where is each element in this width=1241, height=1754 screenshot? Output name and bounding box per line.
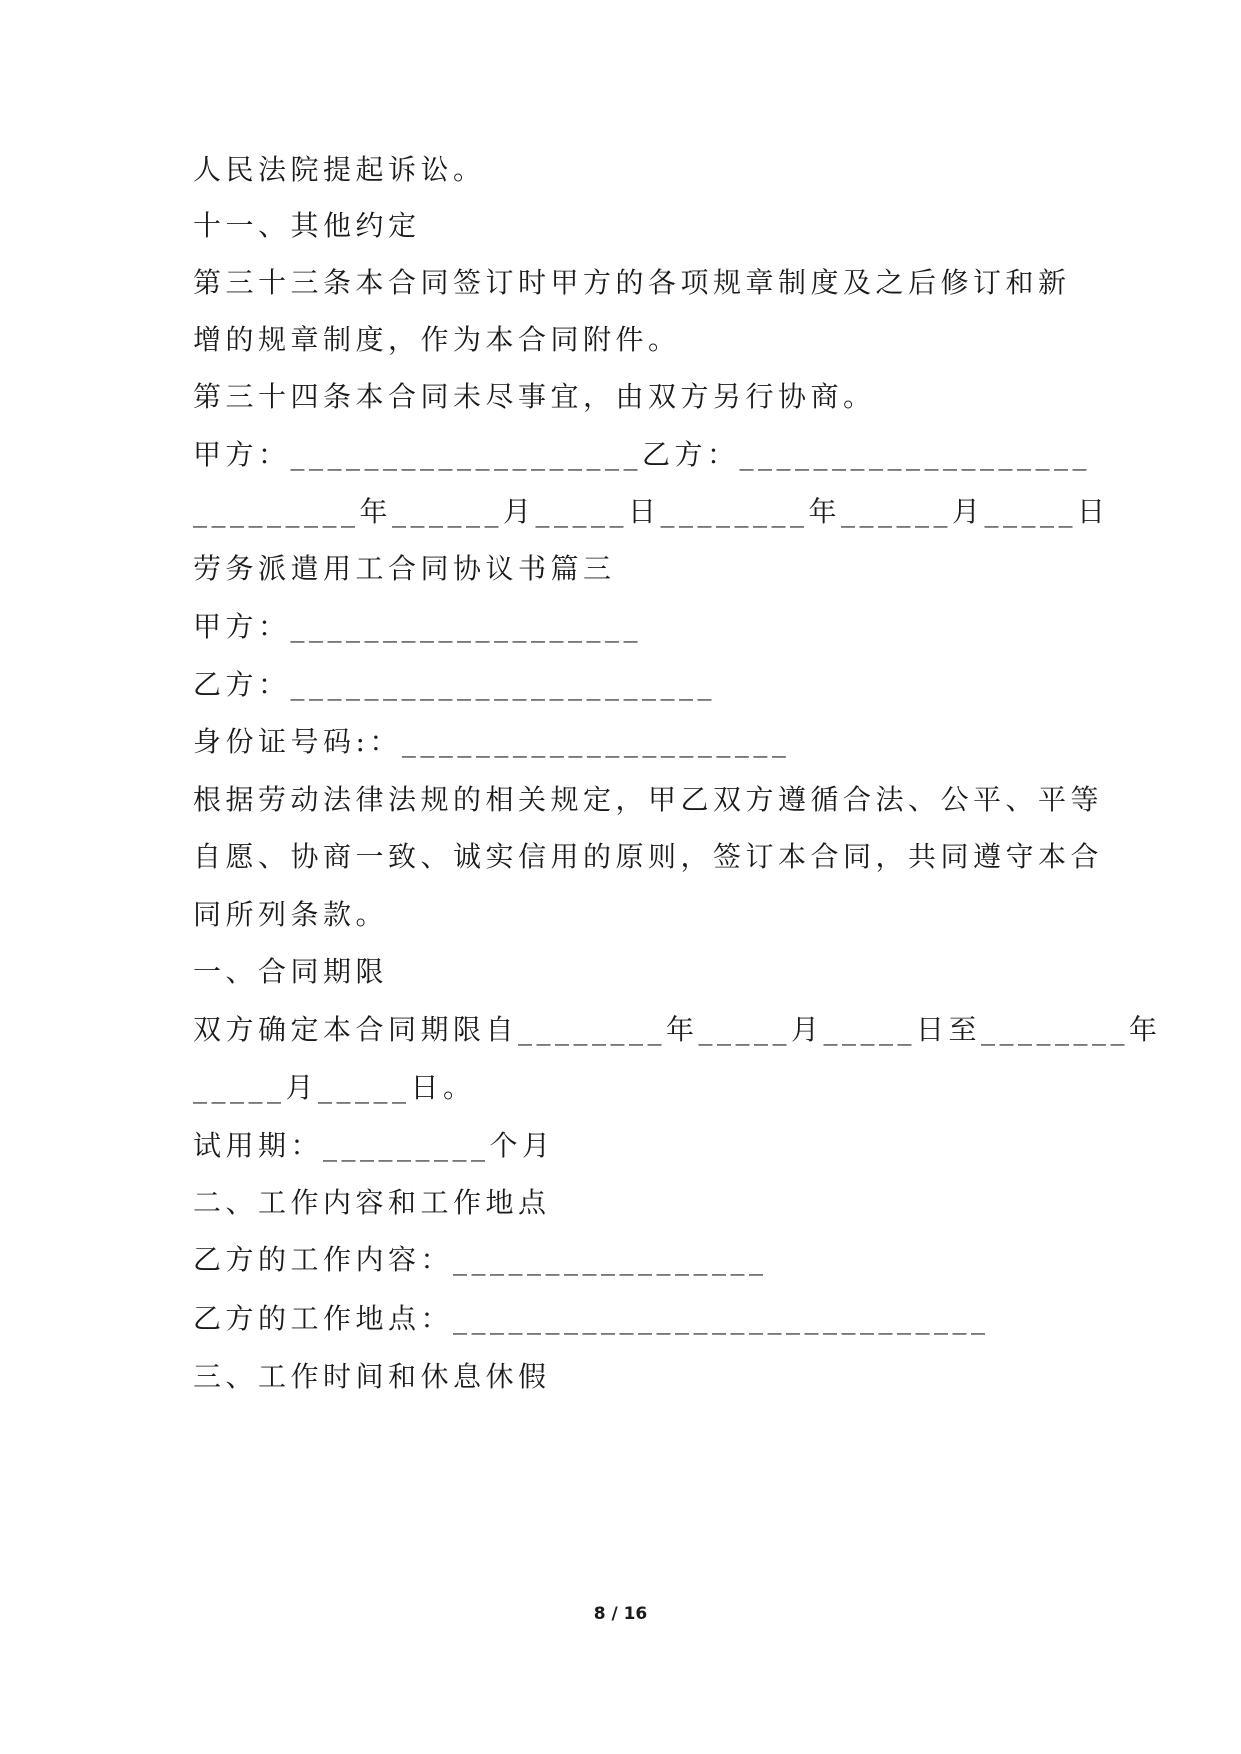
text-line: 增的规章制度，作为本合同附件。 [193, 323, 681, 356]
section-heading: 三、工作时间和休息休假 [193, 1360, 551, 1393]
work-location-field: 乙方的工作地点：_____________________________ [193, 1302, 990, 1335]
text-line: 自愿、协商一致、诚实信用的原则，签订本合同，共同遵守本合 [193, 840, 1104, 873]
section-heading: 一、合同期限 [193, 955, 389, 988]
section-heading: 二、工作内容和工作地点 [193, 1186, 551, 1219]
text-line: 根据劳动法律法规的相关规定，甲乙双方遵循合法、公平、平等 [193, 783, 1104, 816]
text-line: 同所列条款。 [193, 898, 389, 931]
party-b-field: 乙方：_______________________ [193, 668, 717, 701]
section-heading: 十一、其他约定 [193, 209, 421, 242]
page-number: 8 / 16 [593, 1604, 648, 1624]
work-content-field: 乙方的工作内容：_________________ [193, 1243, 768, 1276]
probation-field: 试用期：_________个月 [193, 1129, 555, 1162]
text-line: 人民法院提起诉讼。 [193, 153, 486, 186]
text-line: 第三十三条本合同签订时甲方的各项规章制度及之后修订和新 [193, 266, 1071, 299]
text-line: 第三十四条本合同未尽事宜，由双方另行协商。 [193, 380, 876, 413]
party-a-field: 甲方：___________________ [193, 610, 643, 643]
date-line: _________年______月_____日________年______月_____日 [193, 495, 1110, 528]
signature-line: 甲方：___________________乙方：___________________ [193, 438, 1092, 471]
text-line: 双方确定本合同期限自________年_____月_____日至________年 [193, 1013, 1162, 1046]
text-line: _____月_____日。 [193, 1071, 476, 1104]
id-number-field: 身份证号码:：_____________________ [193, 725, 791, 758]
document-title: 劳务派遣用工合同协议书篇三 [193, 552, 616, 585]
